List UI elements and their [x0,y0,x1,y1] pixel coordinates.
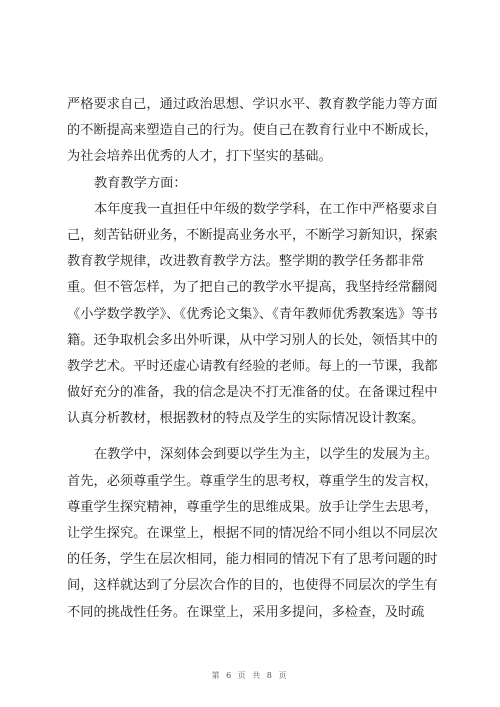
paragraph-line: 《小学数学教学》、《优秀论文集》、《青年教师优秀教案选》等书 [67,306,438,322]
paragraph-gap [67,432,439,442]
paragraph-line: 为社会培养出优秀的人才，打下坚实的基础。 [67,149,332,165]
body-text [67,92,439,626]
paragraph-line: 己，刻苦钻研业务，不断提高业务水平，不断学习新知识，探索 [67,227,438,243]
paragraph-line: 的任务，学生在层次相同，能力相同的情况下有了思考问题的时 [67,552,438,568]
paragraph-line: 做好充分的准备，我的信念是决不打无准备的仗。在备课过程中 [67,385,438,401]
page-footer: 第 6 页 共 8 页 [211,671,289,680]
paragraph-line: 首先，必须尊重学生。尊重学生的思考权，尊重学生的发言权， [67,473,438,489]
paragraph-line: 尊重学生探究精神，尊重学生的思维成果。放手让学生去思考， [67,499,438,515]
paragraph-line: 在教学中，深刻体会到要以学生为主，以学生的发展为主。 [94,447,439,463]
paragraph-line: 严格要求自己，通过政治思想、学识水平、教育教学能力等方面 [67,97,438,112]
paragraph-line: 本年度我一直担任中年级的数学学科，在工作中严格要求自 [94,201,439,217]
paragraph-line: 间，这样就达到了分层次合作的目的，也使得不同层次的学生有 [67,578,438,594]
section-heading: 教育教学方面： [94,175,187,191]
paragraph-line: 重。但不管怎样，为了把自己的教学水平提高，我坚持经常翻阅 [67,280,438,296]
paragraph-line: 的不断提高来塑造自己的行为。使自己在教育行业中不断成长， [67,123,438,139]
paragraph-line: 籍。还争取机会多出外听课，从中学习别人的长处，领悟其中的 [67,332,438,348]
paragraph-line: 教学艺术。平时还虚心请教有经验的老师。每上的一节课，我都 [67,358,438,374]
paragraph-line: 认真分析教材，根据教材的特点及学生的实际情况设计教案。 [67,411,425,427]
paragraph-line: 让学生探究。在课堂上，根据不同的情况给不同小组以不同层次 [67,526,438,541]
paragraph-line: 不同的挑战性任务。在课堂上，采用多提问，多检查，及时疏 [67,604,425,620]
paragraph-line: 教育教学规律，改进教育教学方法。整学期的教学任务都非常 [67,254,425,270]
